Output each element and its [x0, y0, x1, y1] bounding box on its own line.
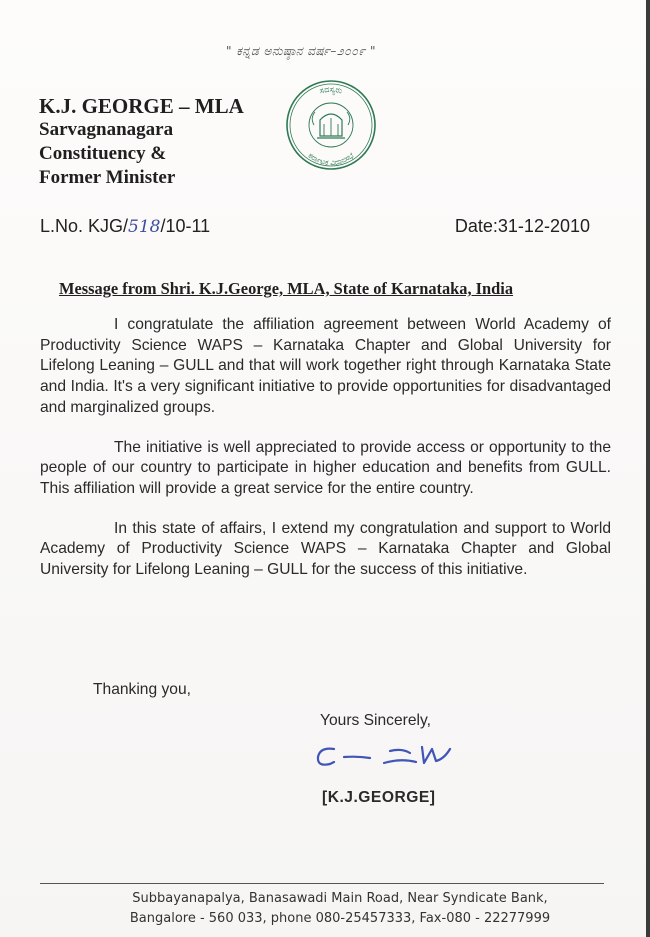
body-paragraph-3: In this state of affairs, I extend my congratulation and support to World Academy of Productivity Science WAPS – Karnataka Chapter and Global University for Lifelong Leaning – GULL for the success of this initiative.: [40, 519, 611, 579]
body-paragraph-2: The initiative is well appreciated to provide access or opportunity to the people of our country to participate in higher education and benefits from GULL. This affiliation will provide a great service for the entire country.: [40, 438, 611, 497]
body-paragraph-1: I congratulate the affiliation agreement between World Academy of Productivity Science WAPS – Karnataka Chapter and Global University for Lifelong Leaning – GULL and that will work together right through Karnataka State and India. It's a very significant initiative to provide opportunities for disadvantaged and marginalized groups.: [40, 316, 611, 416]
footer-address: [60, 889, 620, 929]
footer-address-line-1: Subbayanapalya, Banasawadi Main Road, Near Syndicate Bank,: [132, 891, 548, 906]
reference-suffix: /10-11: [160, 216, 211, 236]
sender-title: Former Minister: [39, 167, 176, 188]
sender-constituency: Sarvagnanagara: [39, 119, 174, 140]
letter-body: [40, 315, 611, 600]
footer-address-line-2: Bangalore - 560 033, phone 080-25457333, Fax-080 - 22277999: [129, 911, 551, 926]
seal-top-text: ಸದಸ್ಯರು: [318, 84, 344, 96]
reference-handwritten-number: 518: [128, 217, 161, 237]
closing-line: Yours Sincerely,: [320, 712, 431, 729]
seal-graphic: [287, 81, 375, 169]
sender-constituency-cont: Constituency &: [39, 143, 167, 164]
letterhead: [39, 94, 244, 190]
assembly-seal-icon: [284, 78, 378, 172]
signature-icon: [306, 737, 454, 773]
sender-name: K.J. GEORGE – MLA: [39, 94, 244, 118]
footer-divider: [40, 883, 604, 884]
letter-subject: Message from Shri. K.J.George, MLA, State of Karnataka, India: [59, 279, 514, 298]
thanking-line: Thanking you,: [93, 681, 191, 698]
letter-date: Date:31-12-2010: [454, 216, 590, 236]
signatory-name: [K.J.GEORGE]: [322, 789, 436, 806]
letter-reference: [40, 216, 210, 237]
reference-prefix: L.No. KJG/: [40, 216, 129, 236]
kannada-slogan: " ಕನ್ನಡ ಅನುಷ್ಠಾನ ವರ್ಷ–೨೦೦೯ ": [226, 44, 377, 58]
seal-bottom-text: ಕರ್ನಾಟಕ ವಿಧಾನಸಭೆ: [306, 150, 356, 168]
